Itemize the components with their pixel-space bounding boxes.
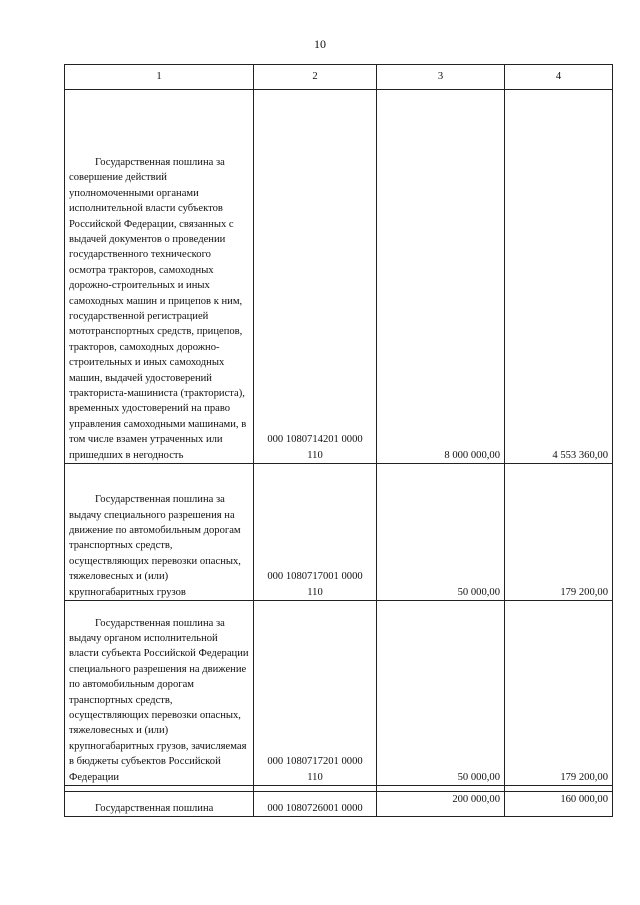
fact-amount: 179 200,00 [505, 464, 613, 601]
table-header-row [65, 65, 613, 90]
revenue-code-cell [254, 601, 377, 786]
revenue-code-line1: 000 1080717001 0000 [267, 571, 363, 583]
column-header-2: 2 [254, 65, 377, 90]
fact-amount: 179 200,00 [505, 601, 613, 786]
revenue-name-cell [65, 464, 254, 601]
revenue-code-line2: 110 [307, 586, 323, 598]
fact-amount: 160 000,00 [505, 792, 613, 817]
revenue-code-line1: 000 1080726001 0000 [267, 802, 363, 814]
column-header-1: 1 [65, 65, 254, 90]
plan-amount: 200 000,00 [377, 792, 505, 817]
fact-amount: 4 553 360,00 [505, 90, 613, 464]
revenue-code-cell [254, 792, 377, 817]
revenue-name-cell [65, 792, 254, 817]
table-row [65, 601, 613, 786]
revenue-code-line2: 110 [307, 449, 323, 461]
column-header-4: 4 [505, 65, 613, 90]
plan-amount: 50 000,00 [377, 464, 505, 601]
table-row [65, 464, 613, 601]
revenue-code-line1: 000 1080717201 0000 [267, 756, 363, 768]
page-number: 10 [314, 37, 326, 51]
revenue-code-cell [254, 464, 377, 601]
revenue-table [64, 64, 613, 817]
revenue-name: Государственная пошлина за совершение действий уполномоченными органами исполнительной власти субъектов Российской Федерации, связанных с выдачей документов о проведении государственного технического осмотра тракторов, самоходных дорожно-строительных и иных самоходных машин и прицепов к ним, государственной регистрацией мототранспортных средств, прицепов, тракторов, самоходных дорожно-строительных и иных самоходных машин, выдачей удостоверений тракториста-машиниста (тракториста), временных удостоверений на право управления самоходными машинами, в том числе взамен утраченных или пришедших в негодность [69, 156, 247, 461]
column-header-3: 3 [377, 65, 505, 90]
revenue-code-line2: 110 [307, 771, 323, 783]
revenue-name-cell [65, 601, 254, 786]
revenue-name: Государственная пошлина за выдачу специального разрешения на движение по автомобильным дорогам транспортных средств, осуществляющих перевозки опасных, тяжеловесных и (или) крупногабаритных грузов [69, 494, 241, 598]
table-row [65, 90, 613, 464]
plan-amount: 8 000 000,00 [377, 90, 505, 464]
revenue-code-cell [254, 90, 377, 464]
plan-amount: 50 000,00 [377, 601, 505, 786]
revenue-name: Государственная пошлина за выдачу органом исполнительной власти субъекта Российской Федерации специального разрешения на движение по автомобильным дорогам транспортных средств, осуществляющих перевозки опасных, тяжеловесных и (или) крупногабаритных грузов, зачисляемая в бюджеты субъектов Российской Федерации [69, 617, 249, 783]
table-row [65, 792, 613, 817]
revenue-name-cell [65, 90, 254, 464]
revenue-name: Государственная пошлина [95, 802, 214, 814]
revenue-code-line1: 000 1080714201 0000 [267, 434, 363, 446]
